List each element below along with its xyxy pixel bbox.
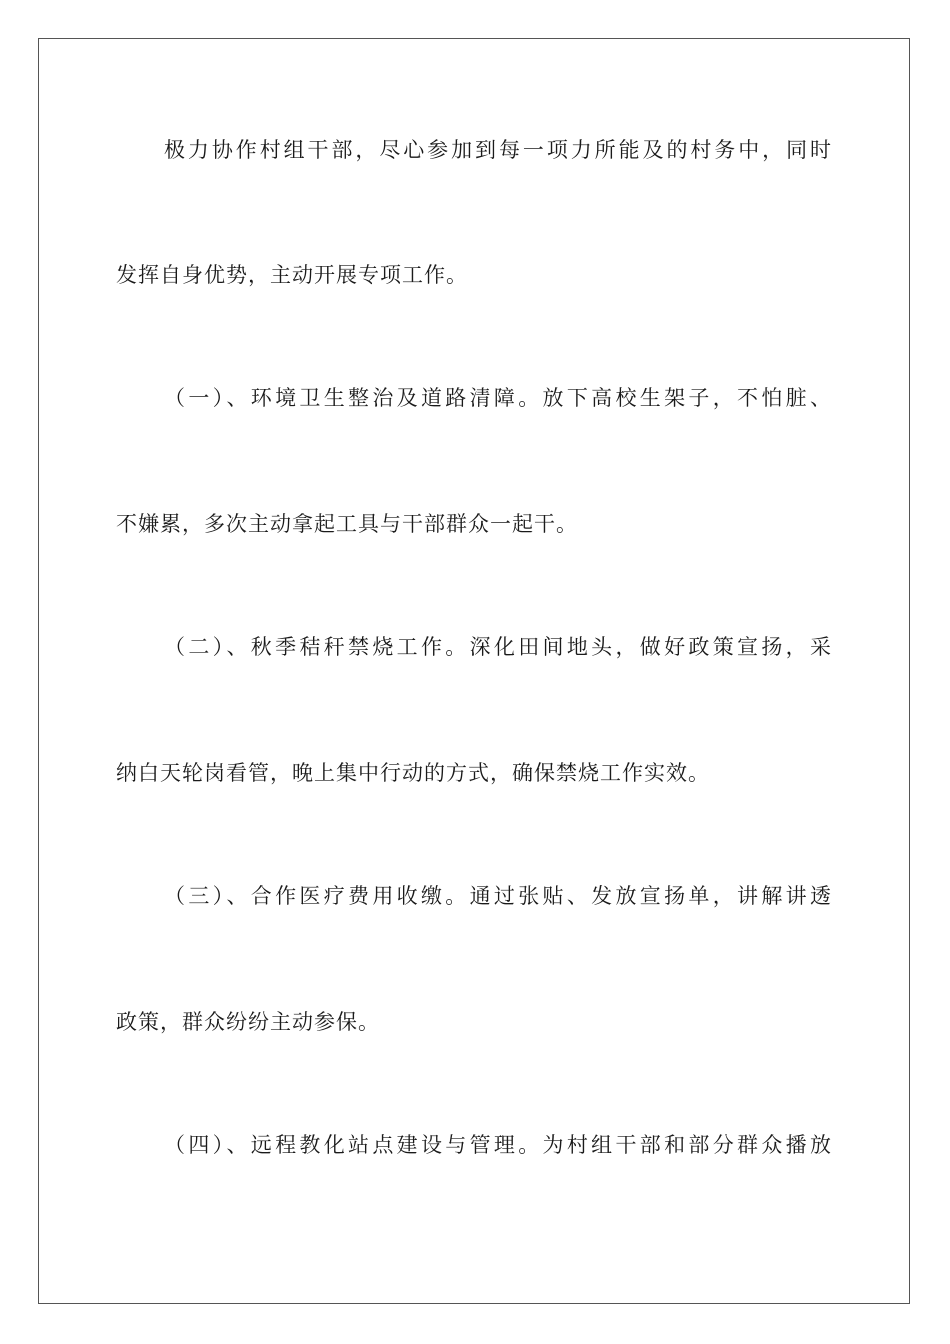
item-2-line-1: （二）、秋季秸秆禁烧工作。深化田间地头，做好政策宣扬，采 (164, 635, 832, 659)
item-4-line-1: （四）、远程教化站点建设与管理。为村组干部和部分群众播放 (164, 1133, 832, 1157)
page-border (38, 38, 910, 1304)
item-2-line-2: 纳白天轮岗看管，晚上集中行动的方式，确保禁烧工作实效。 (116, 761, 710, 785)
item-1-line-2: 不嫌累，多次主动拿起工具与干部群众一起干。 (116, 512, 578, 536)
item-3-line-1: （三）、合作医疗费用收缴。通过张贴、发放宣扬单，讲解讲透 (164, 884, 832, 908)
item-1-line-1: （一）、环境卫生整治及道路清障。放下高校生架子，不怕脏、 (164, 386, 832, 410)
item-3-line-2: 政策，群众纷纷主动参保。 (116, 1010, 380, 1034)
paragraph-1-line-2: 发挥自身优势，主动开展专项工作。 (116, 263, 468, 287)
paragraph-1-line-1: 极力协作村组干部，尽心参加到每一项力所能及的村务中，同时 (164, 138, 832, 162)
